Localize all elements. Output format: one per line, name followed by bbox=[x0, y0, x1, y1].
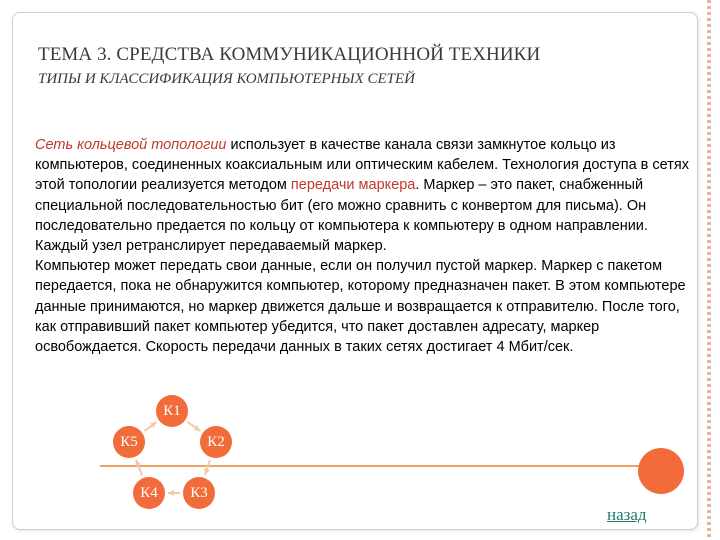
paragraph-2: Компьютер может передать свои данные, если он получил пустой маркер. Маркер с пакетом передается, пока не обнаружится компьютер, которому предназначен пакет. В этом компьютере данные принимаются, но маркер движется дальше и возвращается к отправителю. После того, как отправивший пакет компьютер убедится, что пакет доставлен адресату, маркер освобождается. Скорость передачи данных в таких сетях достигает 4 Мбит/сек. bbox=[35, 258, 686, 356]
ring-node-label: К5 bbox=[120, 434, 138, 450]
highlight-token-passing: передачи маркера bbox=[290, 177, 416, 194]
ring-node-label: К3 bbox=[190, 485, 208, 501]
term-ring-topology: Сеть кольцевой топологии bbox=[35, 137, 227, 153]
ring-node-label: К1 bbox=[163, 403, 181, 419]
text-part-1: использует в качестве канала связи замкнутое кольцо из компьютеров, соединенных коаксиальным или оптическим кабелем. Технология доступа в сетях этой топологии реализуется методом bbox=[35, 137, 689, 194]
ring-arrow-head bbox=[168, 490, 174, 496]
back-link[interactable]: назад bbox=[607, 505, 647, 524]
text-part-2: . Маркер – это пакет, снабженный специальной последовательностью бит (его можно сравнить с конвертом для письма). Он последовательно предается по кольцу от компьютера к компьютеру в одном направлении. Каждый узел ретранслирует передаваемый маркер. bbox=[35, 177, 648, 255]
ring-node-label: К4 bbox=[140, 485, 158, 501]
slide-title: ТЕМА 3. СРЕДСТВА КОММУНИКАЦИОННОЙ ТЕХНИКИ bbox=[38, 44, 541, 65]
ring-arrow-head bbox=[204, 468, 210, 475]
slide-subtitle: ТИПЫ И КЛАССИФИКАЦИЯ КОМПЬЮТЕРНЫХ СЕТЕЙ bbox=[38, 71, 416, 87]
ring-node-label: К2 bbox=[207, 434, 225, 450]
